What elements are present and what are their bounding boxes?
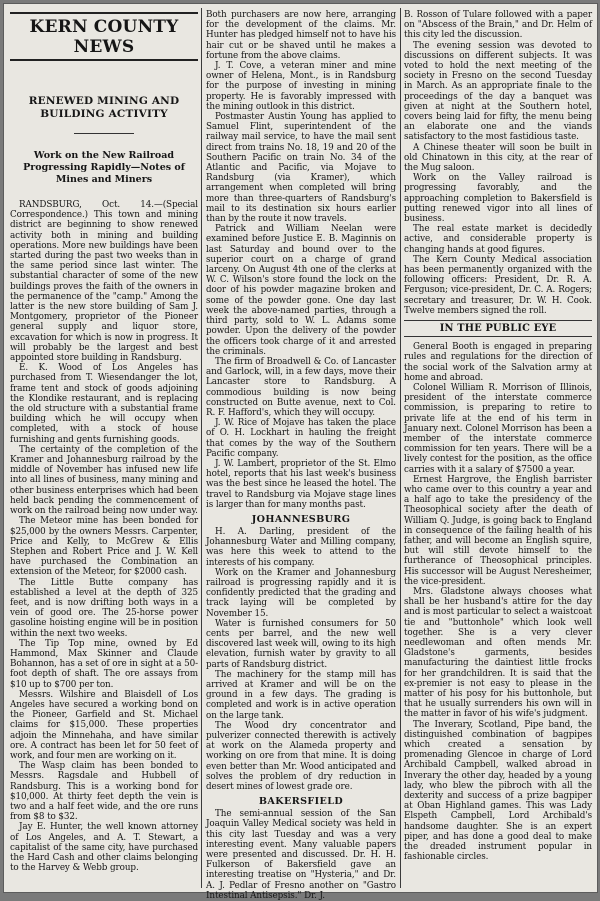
column-divider [201, 8, 202, 888]
paragraph: Messrs. Wilshire and Blaisdell of Los Angeles have secured a working bond on the Pioneer, Garfield and St. Michael claims for $15,000. These properties adjoin the Minnehaha, and have similar ore. A contract has been let for 50 feet of work, and four men are working on it. [10, 689, 198, 761]
paragraph: The Tip Top mine, owned by Ed Hammond, Max Skinner and Claude Bohannon, has a set of ore in sight at a 50-foot depth of shaft. The ore assays from $10 up to $700 per ton. [10, 638, 198, 690]
paragraph: Work on the Valley railroad is progressing favorably, and the approaching completion to Bakersfield is putting renewed vigor into all lines of business. [404, 173, 592, 225]
paragraph: Mrs. Gladstone always chooses what shall be her husband's attire for the day and is most particular to select a waistcoat tie and "buttonhole" which look well together. She is a very clever needlewoman and often mends Mr. Gladstone's garments, besides manufacturing the daintiest little frocks for her grandchildren. It is said that the ex-premier is not easy to please in the matter of his posy for his buttonhole, but that he usually surrenders his own will in the matter in favor of his wife's judgment. [404, 586, 592, 720]
paragraph: Colonel William R. Morrison of Illinois, president of the interstate commerce commission, is preparing to retire to private life at the end of his term in January next. Colonel Morrison has been a member of the interstate commerce commission for ten years. There will be a lively contest for the position, as the office carries with it a salary of $7500 a year. [404, 382, 592, 475]
paragraph: Work on the Kramer and Johannesburg railroad is progressing rapidly and it is confidently predicted that the grading and track laying will be completed by November 15. [206, 567, 396, 619]
section-heading-johannesburg: JOHANNESBURG [251, 513, 351, 525]
paragraph: The Little Butte company has established a level at the depth of 325 feet, and is now drifting both ways in a vein of good ore. The 25-horse power gasoline hoisting engine will be in position within the next two weeks. [10, 577, 198, 639]
paragraph: The semi-annual session of the San Joaquin Valley Medical society was held in this city last Tuesday and was a very interesting event. Many valuable papers were presented and discussed. Dr. H. H. Fulkerson of Bakersfield gave an interesting treatise on "Hysteria," and Dr. A. J. Pedlar of Fresno another on "Gastro Intestinal Antisepsis." Dr. J. [206, 809, 396, 901]
paragraph: Postmaster Austin Young has applied to Samuel Flint, superintendent of the railway mail service, to have the mail sent direct from trains No. 18, 19 and 20 of the Southern Pacific on train No. 34 of the Atlantic and Pacific, via Mojave to Randsburg (via Kramer), which arrangement when completed will bring more than three-quarters of Randsburg's mail to its destination six hours earlier than by the route it now travels. [206, 112, 396, 225]
newspaper-page [3, 3, 598, 901]
paragraph: Jay E. Hunter, the well known attorney of Los Angeles, and A. T. Stewart, a capitalist of the same city, have purchased the Hard Cash and other claims belonging to the Harvey & Webb group. [10, 822, 198, 874]
sub-headline: Work on the New Railroad Progressing Rapidly—Notes of Mines and Miners [23, 150, 185, 185]
headline-rule [74, 133, 134, 134]
paragraph: RANDSBURG, Oct. 14.—(Special Correspondence.) This town and mining district are beginning to show renewed activity both in mining and building operations. More new buildings have been started during the past two weeks than in the same period since last winter. The substantial character of some of the new buildings proves the faith of the owners in the permanence of the "camp." Among the latter is the new store building of Sam J. Montgomery, proprietor of the Pioneer general supply and liquor store, excavation for which is now in progress. It will probably be the largest and best appointed store building in Randsburg. [10, 200, 198, 364]
paragraph: J. W. Rice of Mojave has taken the place of O. H. Lockhart in hauling the freight that comes by the way of the Southern Pacific company. [206, 418, 396, 459]
paragraph: J. W. Lambert, proprietor of the St. Elmo hotel, reports that his last week's business was the best since he leased the hotel. The travel to Randsburg via Mojave stage lines is larger than for many months past. [206, 458, 396, 510]
paragraph: B. Rosson of Tulare followed with a paper on "Abscess of the Brain," and Dr. Helm of this city led the discussion. [404, 10, 592, 41]
paragraph: A Chinese theater will soon be built in old Chinatown in this city, at the rear of the Mug saloon. [404, 142, 592, 174]
column-3 [404, 10, 592, 890]
paragraph: The Wasp claim has been bonded to Messrs. Ragsdale and Hubbell of Randsburg. This is a working bond for $10,000. At thirty feet depth the vein is two and a half feet wide, and the ore runs from $8 to $32. [10, 761, 198, 823]
paragraph: The Kern County Medical association has been permanently organized with the following officers: President, Dr. R. A. Ferguson; vice-president, Dr. C. A. Rogers; secretary and treasurer, Dr. W. H. Cook. Twelve members signed the roll. [404, 254, 592, 316]
paragraph: Ernest Hargrove, the English barrister who came over to this country a year and a half ago to take the presidency of the Theosophical society after the death of William Q. Judge, is going back to England in consequence of the failing health of his father, and will become an English squire, but will still devote himself to the furtherance of Theosophical principles. His successor will be August Neresheimer, the vice-president. [404, 474, 592, 587]
paragraph: General Booth is engaged in preparing rules and regulations for the direction of the social work of the Salvation army at home and abroad. [404, 342, 592, 383]
paragraph: H. A. Darling, president of the Johannesburg Water and Milling company, was here this week to attend to the interests of his company. [206, 526, 396, 568]
paragraph: Patrick and William Neelan were examined before Justice E. B. Maginnis on last Saturday and bound over to the superior court on a charge of grand larceny. On August 4th one of the clerks at W. C. Wilson's store found the lock on the door of his powder magazine broken and some of the powder gone. One day last week the above-named parties, through a third party, sold to W. L. Adams some powder. Upon the delivery of the powder the officers took charge of it and arrested the criminals. [206, 224, 396, 357]
paragraph: The real estate market is decidedly active, and considerable property is changing hands at good figures. [404, 224, 592, 255]
main-headline: RENEWED MINING AND BUILDING ACTIVITY [28, 95, 180, 120]
paragraph: The certainty of the completion of the Kramer and Johannesburg railroad by the middle of November has infused new life into all lines of business, many mining and other business enterprises which had been held back pending the commencement of work on the railroad being now under way. [10, 444, 198, 517]
paragraph: J. T. Cove, a veteran miner and mine owner of Helena, Mont., is in Randsburg for the purpose of investing in mining property. He is favorably impressed with the mining outlook in this district. [206, 61, 396, 112]
masthead: KERN COUNTY NEWS [10, 12, 198, 61]
column-2 [206, 10, 396, 901]
column-divider [400, 8, 401, 888]
column-1 [10, 10, 198, 890]
paragraph: Water is furnished consumers for 50 cents per barrel, and the new well discovered last week will, owing to its high elevation, furnish water by gravity to all parts of Randsburg district. [206, 618, 396, 670]
paragraph: The machinery for the stamp mill has arrived at Kramer and will be on the ground in a few days. The grading is completed and work is in active operation on the large tank. [206, 669, 396, 721]
paragraph: The Meteor mine has been bonded for $25,000 by the owners Messrs. Carpenter, Price and Kelly, to McGrew & Ellis Stephen and Robert Price and J. W. Kell have purchased the Combination an extension of the Meteor, for $2000 cash. [10, 516, 198, 578]
paragraph: The evening session was devoted to discussions on different subjects. It was voted to hold the next meeting of the society in Fresno on the second Tuesday in March. As an appropriate finale to the proceedings of the day a banquet was given at night at the Southern hotel, covers being laid for fifty, the menu being an elaborate one and the viands satisfactory to the most fastidious taste. [404, 40, 592, 143]
paragraph: E. K. Wood of Los Angeles has purchased from T. Wiesendanger the lot, frame tent and stock of goods adjoining the Klondike restaurant, and is replacing the old structure with a substantial frame building which he will occupy when completed, with a stock of house furnishing and gents furnishing goods. [10, 363, 198, 445]
paragraph: The firm of Broadwell & Co. of Lancaster and Garlock, will, in a few days, move their Lancaster store to Randsburg. A commodious building is now being constructed on Butte avenue, next to Col. R. F. Hafford's, which they will occupy. [206, 356, 396, 418]
paragraph: The Inverary, Scotland, Pipe band, the distinguished combination of bagpipes which created a sensation by promenading Glencoe in charge of Lord Archibald Campbell, walked abroad in Inverary the other day, headed by a young lady, who blew the pibroch with all the dexterity and success of a prize bagpiper at Oban Highland games. This was Lady Elspeth Campbell, Lord Archibald's handsome daughter. She is an expert piper, and has done a good deal to make the dreaded instrument popular in fashionable circles. [404, 719, 592, 863]
section-heading-public-eye: IN THE PUBLIC EYE [404, 320, 592, 337]
paragraph: Both purchasers are now here, arranging for the development of the claims. Mr. Hunter has pledged himself not to have his hair cut or be shaved until he makes a fortune from the above claims. [206, 10, 396, 61]
paragraph: The Wood dry concentrator and pulverizer connected therewith is actively at work on the Alameda property and working on ore from that mine. It is doing even better than Mr. Wood anticipated and solves the problem of dry reduction in desert mines of lowest grade ore. [206, 720, 396, 793]
section-heading-bakersfield: BAKERSFIELD [258, 796, 344, 808]
